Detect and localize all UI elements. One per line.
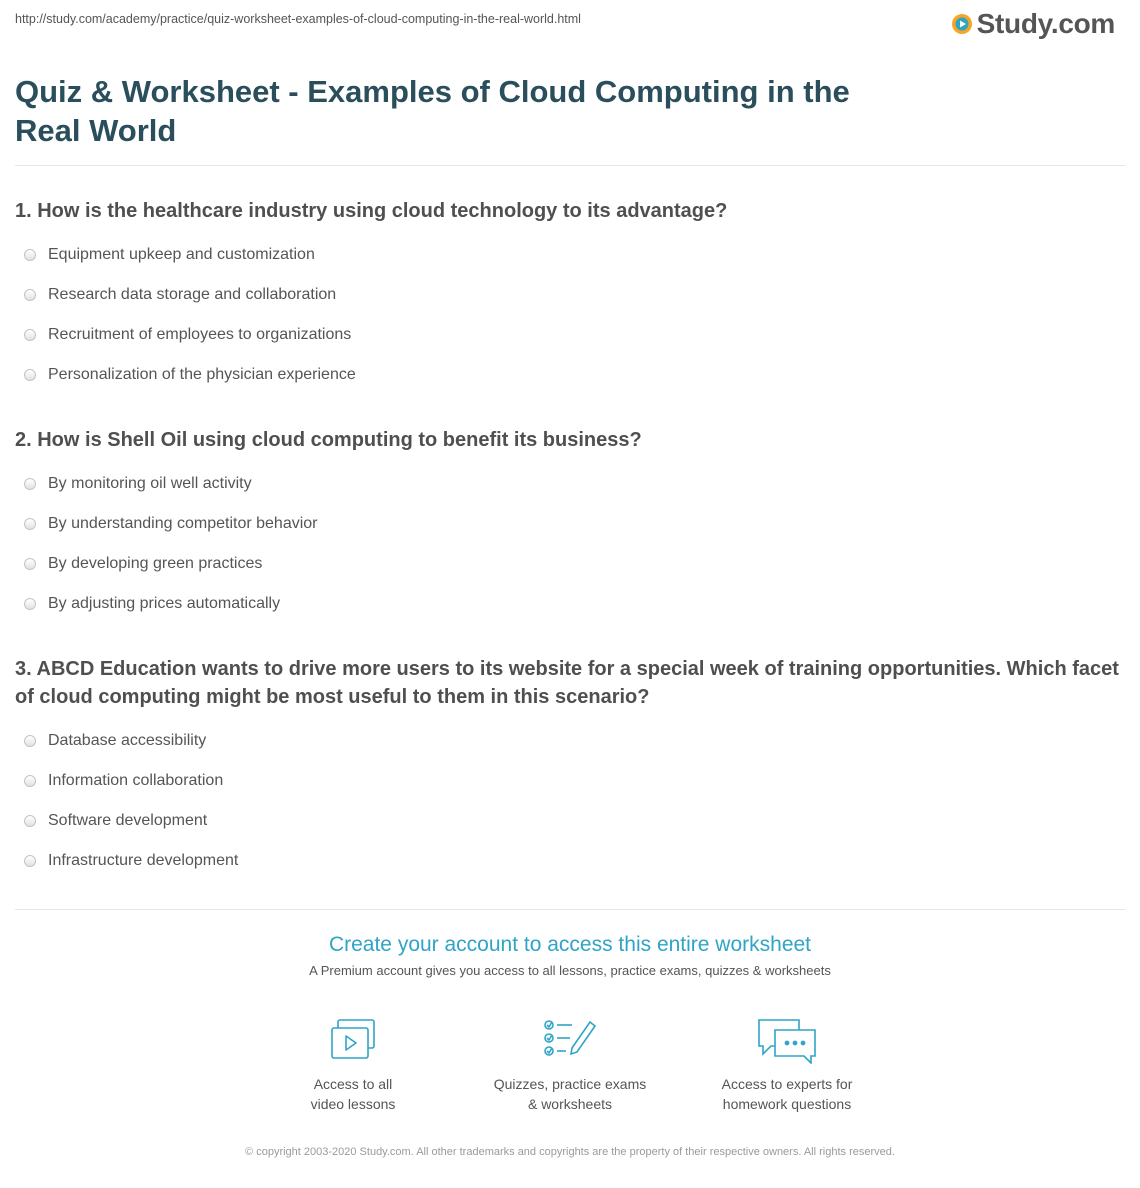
question-block [15, 426, 1125, 624]
answer-option[interactable] [15, 721, 1125, 761]
radio-button-icon[interactable] [24, 775, 36, 787]
radio-button-icon[interactable] [24, 478, 36, 490]
radio-button-icon[interactable] [24, 598, 36, 610]
question-block [15, 197, 1125, 395]
radio-button-icon[interactable] [24, 815, 36, 827]
feature-list [15, 1016, 1125, 1114]
radio-button-icon[interactable] [24, 518, 36, 530]
answer-list [15, 235, 1125, 395]
answer-option[interactable] [15, 504, 1125, 544]
answer-option[interactable] [15, 355, 1125, 395]
video-lessons-icon [328, 1016, 378, 1064]
play-logo-icon [951, 13, 973, 35]
signup-cta [15, 933, 1125, 1161]
cta-subtitle: A Premium account gives you access to all lessons, practice exams, quizzes & worksheets [309, 963, 831, 978]
answer-option[interactable] [15, 761, 1125, 801]
answer-label: Personalization of the physician experience [48, 366, 356, 383]
feature-video-lessons [245, 1016, 462, 1114]
feature-quizzes [462, 1016, 679, 1114]
question-text: 2. How is Shell Oil using cloud computing to benefit its business? [15, 429, 642, 451]
radio-button-icon[interactable] [24, 855, 36, 867]
cta-divider [15, 909, 1125, 910]
answer-option[interactable] [15, 841, 1125, 881]
question-text: 3. ABCD Education wants to drive more users to its website for a special week of training opportunities. Which facet of cloud computing might be most useful to them in this scenario? [15, 658, 1119, 708]
answer-label: Equipment upkeep and customization [48, 246, 315, 263]
radio-button-icon[interactable] [24, 249, 36, 261]
answer-option[interactable] [15, 275, 1125, 315]
feature-label: Quizzes, practice exams & worksheets [493, 1076, 647, 1112]
quiz-checklist-icon [542, 1016, 598, 1064]
answer-label: By understanding competitor behavior [48, 515, 318, 532]
answer-label: Recruitment of employees to organizations [48, 326, 352, 343]
page [15, 0, 1125, 1161]
answer-option[interactable] [15, 315, 1125, 355]
logo-text: Study.com [976, 8, 1115, 39]
answer-label: By adjusting prices automatically [48, 595, 281, 612]
title-divider [15, 165, 1125, 166]
question-block [15, 655, 1125, 881]
answer-option[interactable] [15, 464, 1125, 504]
page-url: http://study.com/academy/practice/quiz-worksheet-examples-of-cloud-computing-in-the-real-world.html [15, 12, 581, 26]
answer-label: Software development [48, 812, 208, 829]
answer-option[interactable] [15, 235, 1125, 275]
feature-experts [679, 1016, 896, 1114]
copyright-notice: © copyright 2003-2020 Study.com. All other trademarks and copyrights are the property of their respective owners. All rights reserved. [245, 1146, 895, 1158]
cta-title[interactable]: Create your account to access this entire worksheet [328, 933, 812, 956]
topbar [15, 0, 1125, 52]
question-list [15, 197, 1125, 881]
feature-label: Access to experts for homework questions [721, 1076, 853, 1112]
question-text: 1. How is the healthcare industry using cloud technology to its advantage? [15, 200, 728, 222]
answer-label: Database accessibility [48, 732, 207, 749]
chat-bubbles-icon [755, 1016, 819, 1064]
feature-label: Access to all video lessons [310, 1076, 396, 1112]
answer-label: By monitoring oil well activity [48, 475, 252, 492]
answer-option[interactable] [15, 584, 1125, 624]
page-title: Quiz & Worksheet - Examples of Cloud Computing in the Real World [15, 74, 850, 148]
answer-label: Infrastructure development [48, 852, 239, 869]
answer-option[interactable] [15, 544, 1125, 584]
answer-list [15, 721, 1125, 881]
study-logo[interactable] [951, 8, 1115, 40]
answer-option[interactable] [15, 801, 1125, 841]
answer-label: Information collaboration [48, 772, 224, 789]
answer-label: By developing green practices [48, 555, 263, 572]
radio-button-icon[interactable] [24, 558, 36, 570]
radio-button-icon[interactable] [24, 369, 36, 381]
radio-button-icon[interactable] [24, 329, 36, 341]
answer-label: Research data storage and collaboration [48, 286, 337, 303]
answer-list [15, 464, 1125, 624]
radio-button-icon[interactable] [24, 289, 36, 301]
radio-button-icon[interactable] [24, 735, 36, 747]
